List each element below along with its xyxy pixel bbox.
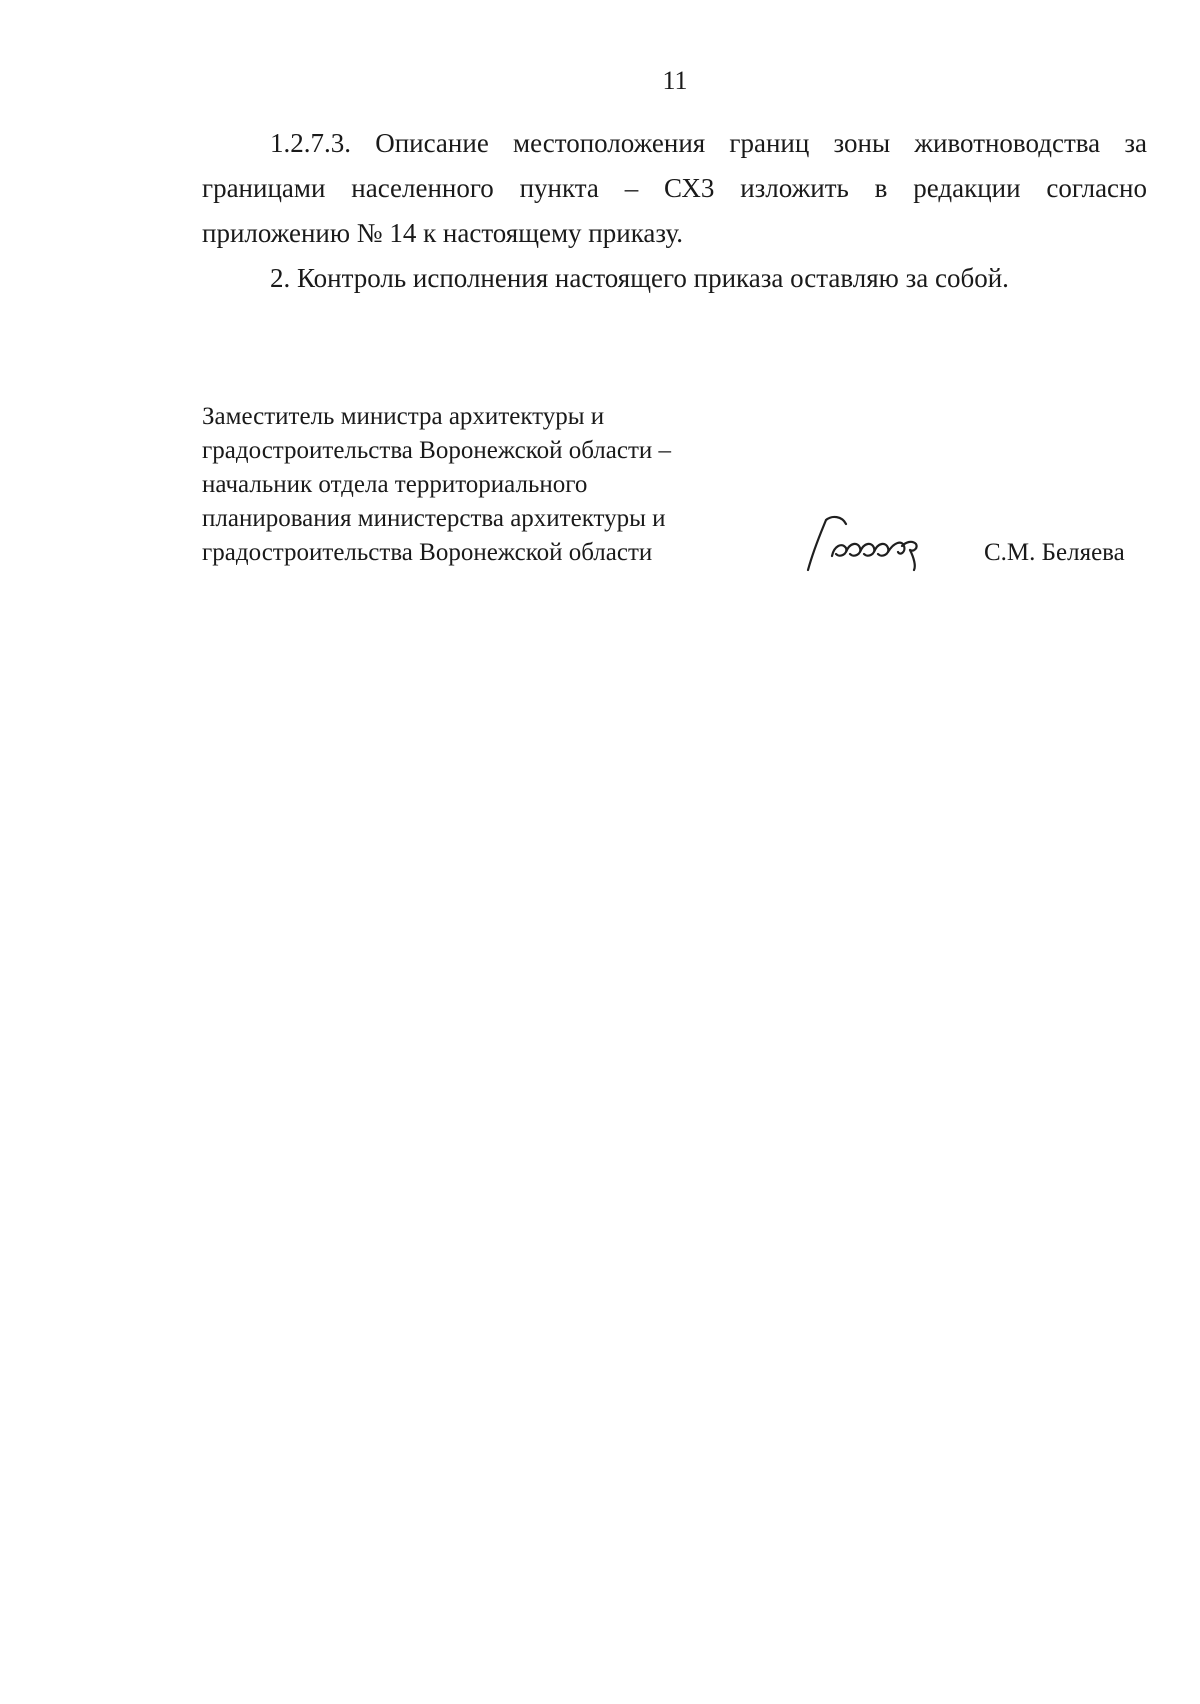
signer-title-line: Заместитель министра архитектуры и [202,403,605,430]
signer-title [202,400,762,570]
paragraph-1-2-7-3: 1.2.7.3. Описание местоположения границ зоны животноводства за границами населенного пункта – СХ3 изложить в редакции согласно приложению № 14 к настоящему приказу. [202,128,1147,248]
paragraph-2: 2. Контроль исполнения настоящего приказа оставляю за собой. [270,263,1009,293]
signature-block [202,400,1147,570]
document-body [202,121,1147,301]
page-number: 11 [662,66,688,95]
handwritten-signature [802,512,952,574]
signer-title-line: планирования министерства архитектуры и [202,505,666,532]
signer-title-line: градостроительства Воронежской области – [202,437,672,464]
signer-name: С.М. Беляева [984,539,1125,566]
signer-title-line: градостроительства Воронежской области [202,539,653,566]
signer-title-line: начальник отдела территориального [202,471,588,498]
